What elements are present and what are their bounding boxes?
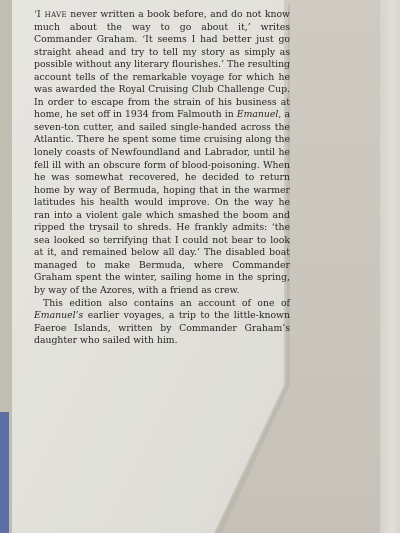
- boat-name-possessive: Emanuel’s: [34, 310, 84, 322]
- flap-blurb: [34, 9, 290, 348]
- blurb-paragraph-2: [34, 298, 290, 348]
- boat-name: Emanuel: [236, 109, 279, 121]
- blurb-text: This edition also contains an account of one of: [43, 297, 290, 309]
- blurb-paragraph-1: [34, 9, 290, 298]
- blurb-text: never written a book before, and do not know much about the way to go about it,’ writes Commander Graham. ‘It seems I had better just go straight ahead and try to tell my story as simply as possible without any literary flourishes.’ The resulting account tells of the remarkable voyage for which he was awarded the Royal Cruising Club Challenge Cup. In order to escape from the strain of his business at home, he set off in 1934 from Falmouth in: [34, 9, 291, 121]
- blurb-text: earlier voyages, a trip to the little-known Faeroe Islands, written by Commander Graham’s daughter who sailed with him.: [34, 310, 290, 347]
- blurb-text: , a seven-ton cutter, and sailed single-handed across the Atlantic. There he spent some time cruising along the lonely coasts of Newfoundland and Labrador, until he fell ill with an obscure form of blood-poisoning. When he was somewhat recovered, he decided to return home by way of Bermuda, hoping that in the warmer latitudes his health would improve. On the way he ran into a violent gale which smashed the boom and ripped the trysail to shreds. He frankly admits: ‘the sea looked so terrifying that I could not bear to look at it, and remained below all day.’ The disabled boat managed to make Bermuda, where Commander Graham spent the winter, sailing home in the spring, by way of the Azores, with a friend as crew.: [34, 109, 290, 297]
- lead-in-small-caps: I have: [36, 9, 67, 20]
- spine-color-tab: [0, 412, 9, 533]
- opening-quote: ‘: [34, 9, 37, 20]
- dust-jacket-flap: [12, 0, 386, 533]
